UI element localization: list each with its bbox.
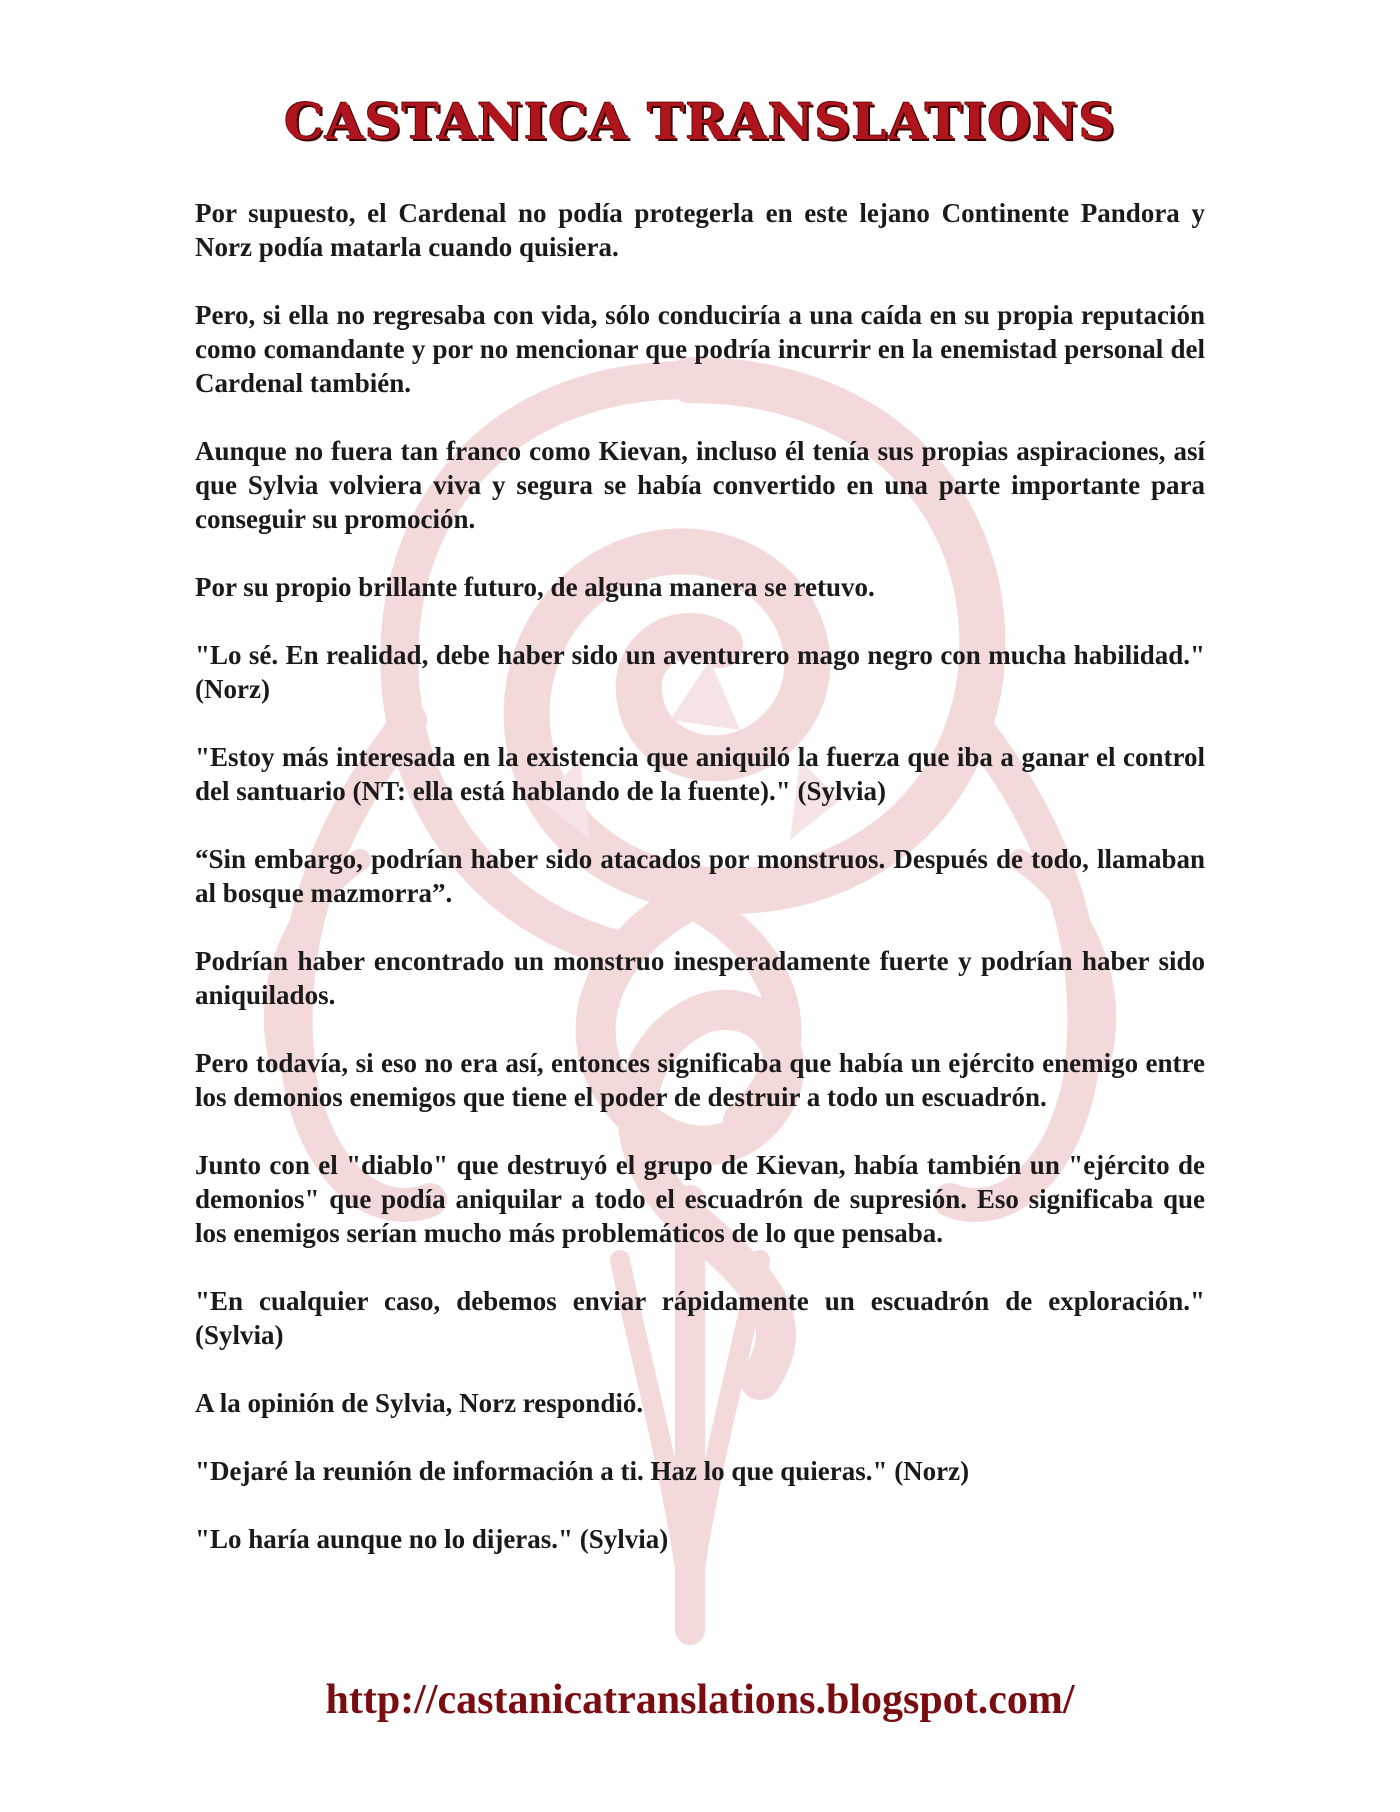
document-body: [195, 196, 1205, 1590]
paragraph: "En cualquier caso, debemos enviar rápidamente un escuadrón de exploración." (Sylvia): [195, 1286, 1205, 1350]
paragraph: Podrían haber encontrado un monstruo inesperadamente fuerte y podrían haber sido aniquilados.: [195, 946, 1205, 1010]
page-title: CASTANICA TRANSLATIONS: [284, 92, 1116, 151]
paragraph: Por supuesto, el Cardenal no podía protegerla en este lejano Continente Pandora y Norz podía matarla cuando quisiera.: [195, 198, 1205, 262]
paragraph: Aunque no fuera tan franco como Kievan, incluso él tenía sus propias aspiraciones, así que Sylvia volviera viva y segura se había convertido en una parte importante para conseguir su promoción.: [195, 436, 1205, 534]
paragraph: "Lo haría aunque no lo dijeras." (Sylvia): [195, 1524, 669, 1554]
paragraph: Por su propio brillante futuro, de alguna manera se retuvo.: [195, 572, 875, 602]
paragraph: "Lo sé. En realidad, debe haber sido un aventurero mago negro con mucha habilidad." (Norz): [195, 640, 1205, 704]
paragraph: Pero todavía, si eso no era así, entonces significaba que había un ejército enemigo entre los demonios enemigos que tiene el poder de destruir a todo un escuadrón.: [195, 1048, 1205, 1112]
paragraph: “Sin embargo, podrían haber sido atacados por monstruos. Después de todo, llamaban al bosque mazmorra”.: [195, 844, 1205, 908]
paragraph: A la opinión de Sylvia, Norz respondió.: [195, 1388, 644, 1418]
paragraph: Pero, si ella no regresaba con vida, sólo conduciría a una caída en su propia reputación como comandante y por no mencionar que podría incurrir en la enemistad personal del Cardenal también.: [195, 300, 1205, 398]
paragraph: Junto con el "diablo" que destruyó el grupo de Kievan, había también un "ejército de demonios" que podía aniquilar a todo el escuadrón de supresión. Eso significaba que los enemigos serían mucho más problemáticos de lo que pensaba.: [195, 1150, 1205, 1248]
paragraph: "Estoy más interesada en la existencia que aniquiló la fuerza que iba a ganar el control del santuario (NT: ella está hablando de la fuente)." (Sylvia): [195, 742, 1205, 806]
paragraph: "Dejaré la reunión de información a ti. Haz lo que quieras." (Norz): [195, 1456, 970, 1486]
footer-blog-link[interactable]: http://castanicatranslations.blogspot.com/: [325, 1677, 1075, 1723]
